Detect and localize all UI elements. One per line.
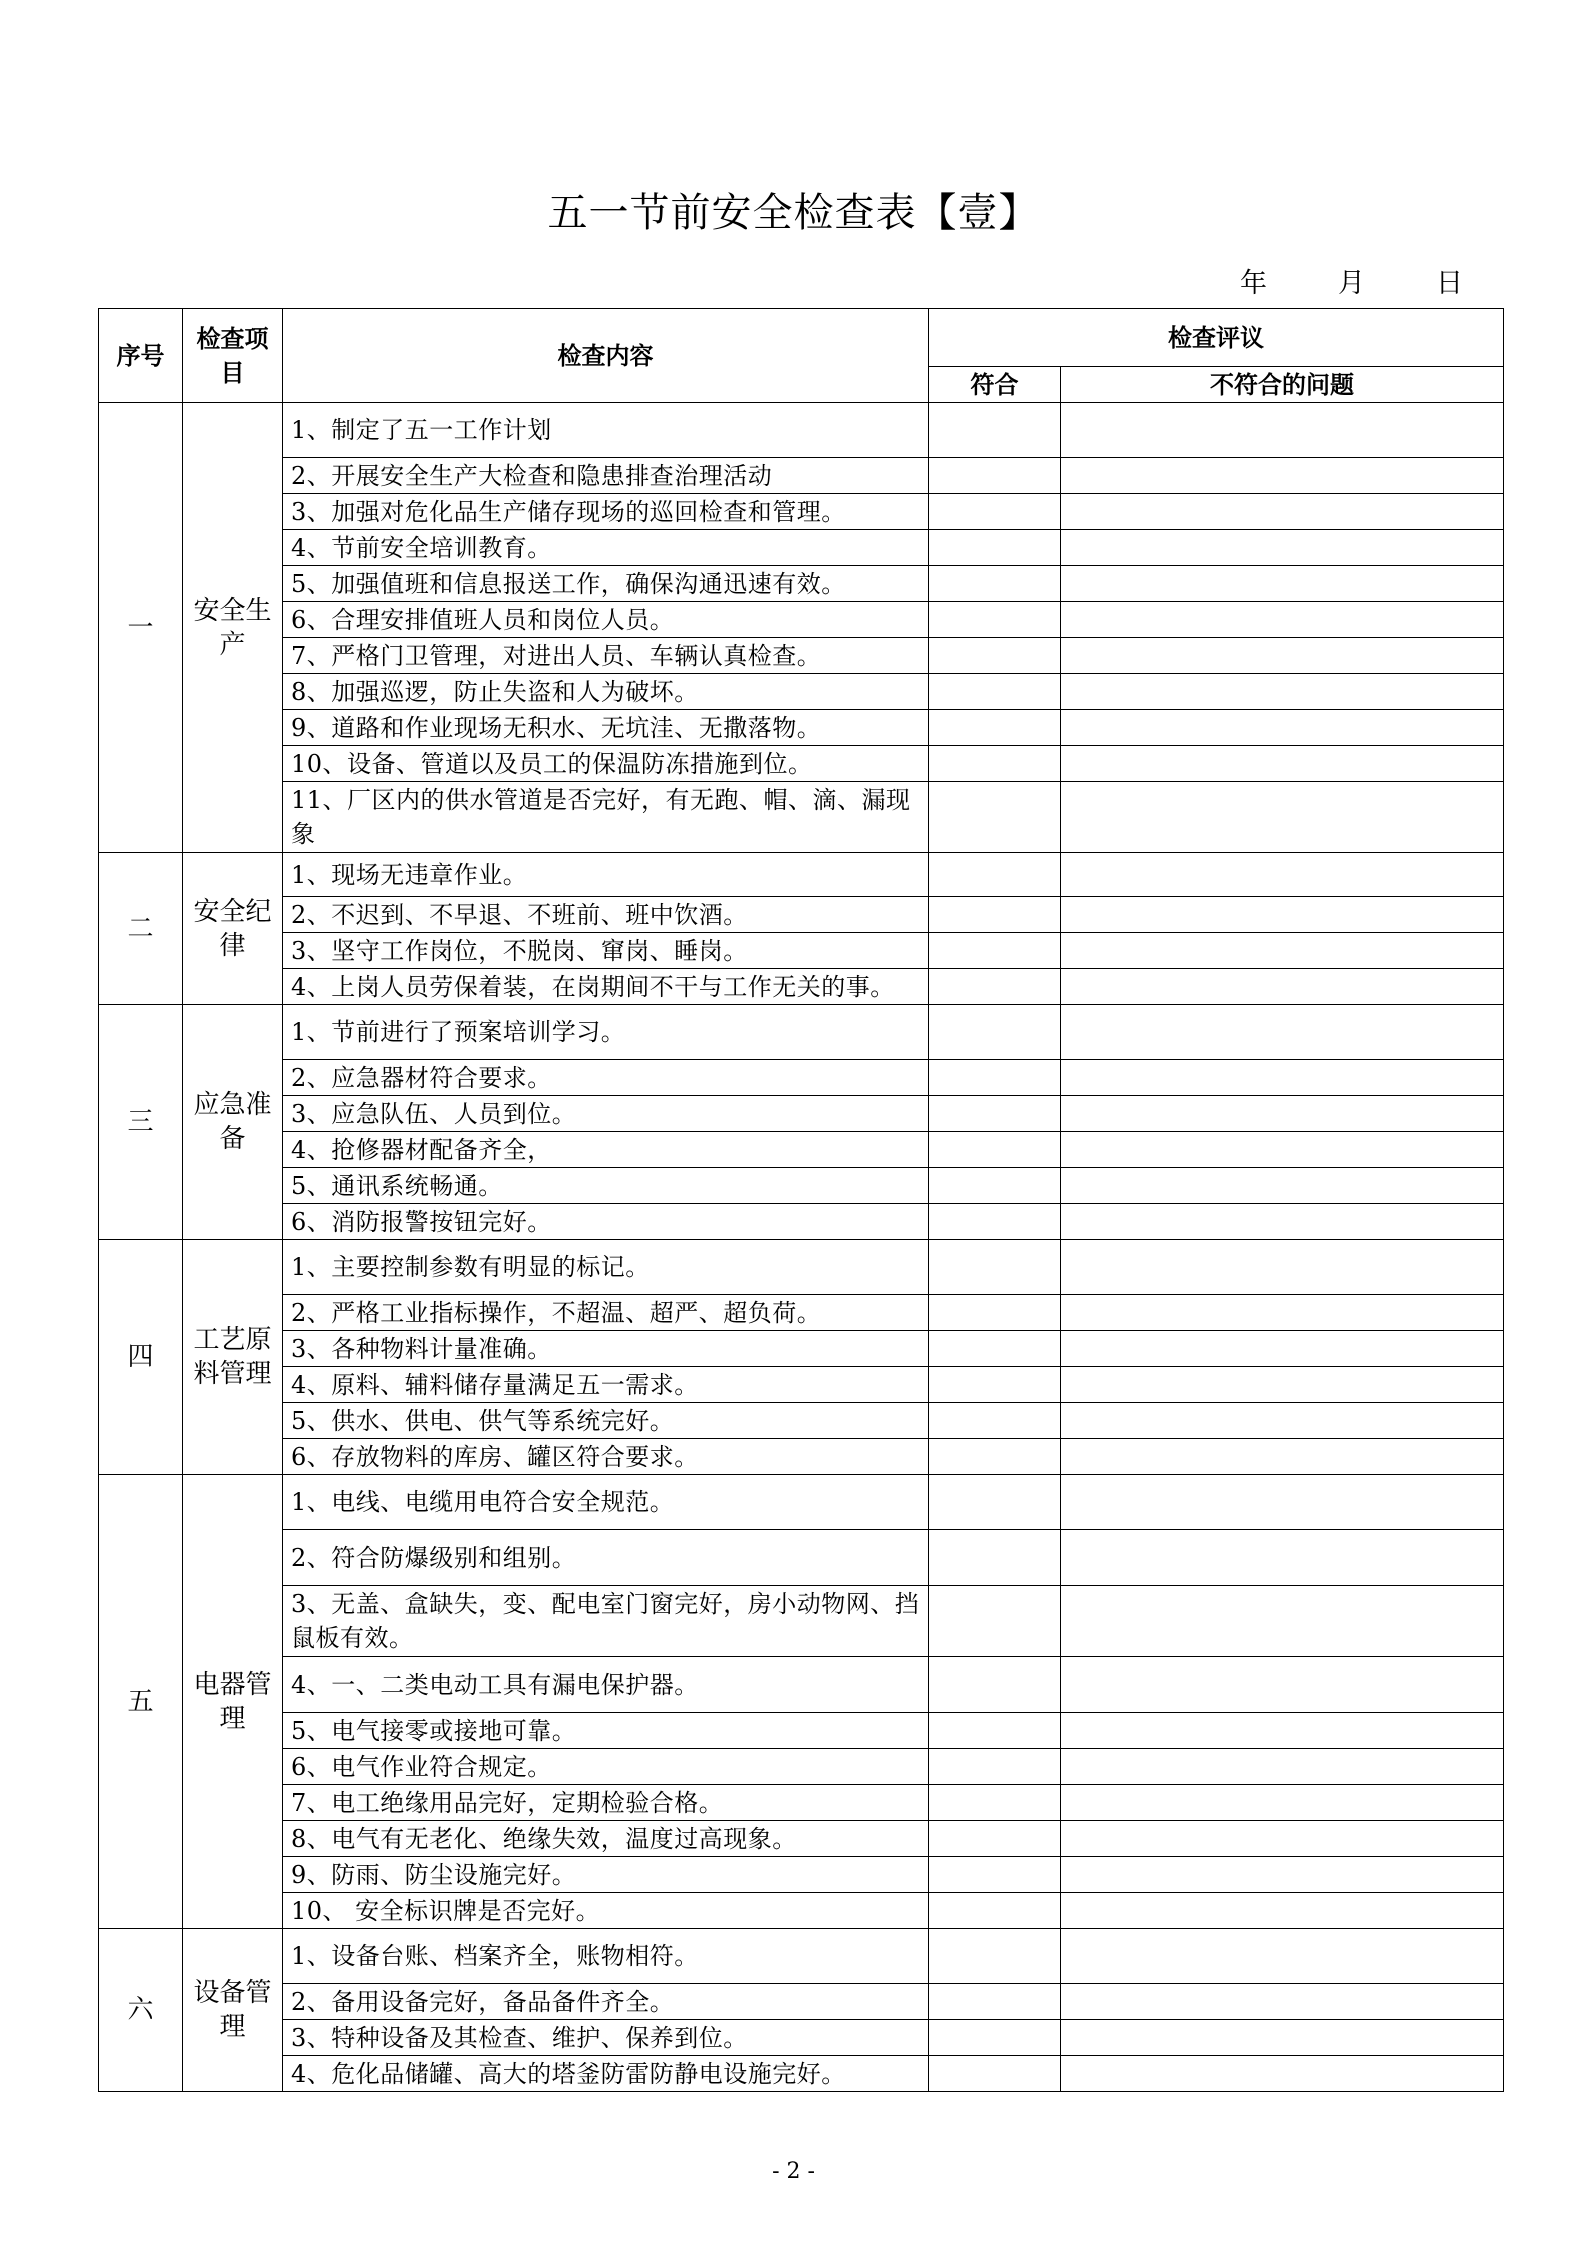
- conform-cell[interactable]: [929, 1657, 1061, 1713]
- issue-cell[interactable]: [1061, 1713, 1504, 1749]
- section-category: 工艺原料管理: [183, 1240, 283, 1475]
- check-item-content: 10、 安全标识牌是否完好。: [283, 1893, 929, 1929]
- table-row: [99, 458, 1504, 494]
- table-row: [99, 1439, 1504, 1475]
- conform-cell[interactable]: [929, 1530, 1061, 1586]
- section-number: 三: [99, 1005, 183, 1240]
- table-row: [99, 1857, 1504, 1893]
- header-item: 检查项目: [183, 309, 283, 403]
- issue-cell[interactable]: [1061, 1929, 1504, 1984]
- check-item-content: 8、加强巡逻，防止失盗和人为破坏。: [283, 674, 929, 710]
- table-row: [99, 782, 1504, 853]
- issue-cell[interactable]: [1061, 1096, 1504, 1132]
- table-row: [99, 1204, 1504, 1240]
- check-item-content: 3、各种物料计量准确。: [283, 1331, 929, 1367]
- issue-cell[interactable]: [1061, 782, 1504, 853]
- table-row: [99, 1240, 1504, 1295]
- check-item-content: 3、应急队伍、人员到位。: [283, 1096, 929, 1132]
- issue-cell[interactable]: [1061, 2020, 1504, 2056]
- section-number: 二: [99, 853, 183, 1005]
- conform-cell[interactable]: [929, 853, 1061, 897]
- page-number: - 2 -: [772, 2159, 815, 2184]
- section-category: 应急准备: [183, 1005, 283, 1240]
- table-row: [99, 602, 1504, 638]
- issue-cell[interactable]: [1061, 1204, 1504, 1240]
- date-year-label: 年: [1240, 268, 1267, 299]
- page-title: 五一节前安全检查表【壹】: [547, 190, 1040, 236]
- issue-cell[interactable]: [1061, 1403, 1504, 1439]
- check-item-content: 3、无盖、盒缺失，变、配电室门窗完好，房小动物网、挡鼠板有效。: [283, 1586, 929, 1657]
- conform-cell[interactable]: [929, 1586, 1061, 1657]
- table-row: [99, 1713, 1504, 1749]
- issue-cell[interactable]: [1061, 1749, 1504, 1785]
- section-category: 电器管理: [183, 1475, 283, 1929]
- conform-cell[interactable]: [929, 1060, 1061, 1096]
- header-content: 检查内容: [283, 309, 929, 403]
- conform-cell[interactable]: [929, 1475, 1061, 1530]
- conform-cell[interactable]: [929, 638, 1061, 674]
- table-row: [99, 1331, 1504, 1367]
- section-number: 五: [99, 1475, 183, 1929]
- conform-cell[interactable]: [929, 1005, 1061, 1060]
- table-row: [99, 897, 1504, 933]
- check-item-content: 2、严格工业指标操作，不超温、超严、超负荷。: [283, 1295, 929, 1331]
- conform-cell[interactable]: [929, 746, 1061, 782]
- issue-cell[interactable]: [1061, 403, 1504, 458]
- table-row: [99, 2056, 1504, 2092]
- table-row: [99, 1295, 1504, 1331]
- table-row: [99, 1785, 1504, 1821]
- issue-cell[interactable]: [1061, 1367, 1504, 1403]
- check-item-content: 9、道路和作业现场无积水、无坑洼、无撒落物。: [283, 710, 929, 746]
- conform-cell[interactable]: [929, 458, 1061, 494]
- section-number: 一: [99, 403, 183, 853]
- issue-cell[interactable]: [1061, 853, 1504, 897]
- date-month-label: 月: [1338, 268, 1365, 299]
- conform-cell[interactable]: [929, 602, 1061, 638]
- issue-cell[interactable]: [1061, 530, 1504, 566]
- check-item-content: 7、严格门卫管理，对进出人员、车辆认真检查。: [283, 638, 929, 674]
- table-row: [99, 1060, 1504, 1096]
- table-row: [99, 2020, 1504, 2056]
- header-no: 序号: [99, 309, 183, 403]
- inspection-table: [98, 308, 1504, 2092]
- issue-cell[interactable]: [1061, 674, 1504, 710]
- check-item-content: 4、节前安全培训教育。: [283, 530, 929, 566]
- conform-cell[interactable]: [929, 1367, 1061, 1403]
- issue-cell[interactable]: [1061, 638, 1504, 674]
- check-item-content: 4、危化品储罐、高大的塔釜防雷防静电设施完好。: [283, 2056, 929, 2092]
- issue-cell[interactable]: [1061, 1984, 1504, 2020]
- conform-cell[interactable]: [929, 1749, 1061, 1785]
- table-row: [99, 530, 1504, 566]
- check-item-content: 5、通讯系统畅通。: [283, 1168, 929, 1204]
- table-row: [99, 566, 1504, 602]
- table-row: [99, 1403, 1504, 1439]
- conform-cell[interactable]: [929, 1240, 1061, 1295]
- issue-cell[interactable]: [1061, 933, 1504, 969]
- conform-cell[interactable]: [929, 1984, 1061, 2020]
- check-item-content: 4、原料、辅料储存量满足五一需求。: [283, 1367, 929, 1403]
- check-item-content: 1、现场无违章作业。: [283, 853, 929, 897]
- conform-cell[interactable]: [929, 1713, 1061, 1749]
- conform-cell[interactable]: [929, 1295, 1061, 1331]
- conform-cell[interactable]: [929, 1439, 1061, 1475]
- conform-cell[interactable]: [929, 494, 1061, 530]
- table-row: [99, 1132, 1504, 1168]
- table-row: [99, 494, 1504, 530]
- issue-cell[interactable]: [1061, 897, 1504, 933]
- check-item-content: 6、消防报警按钮完好。: [283, 1204, 929, 1240]
- date-day-label: 日: [1436, 268, 1463, 299]
- check-item-content: 4、上岗人员劳保着装，在岗期间不干与工作无关的事。: [283, 969, 929, 1005]
- table-row: [99, 1929, 1504, 1984]
- conform-cell[interactable]: [929, 530, 1061, 566]
- issue-cell[interactable]: [1061, 969, 1504, 1005]
- check-item-content: 6、合理安排值班人员和岗位人员。: [283, 602, 929, 638]
- check-item-content: 2、不迟到、不早退、不班前、班中饮酒。: [283, 897, 929, 933]
- conform-cell[interactable]: [929, 1857, 1061, 1893]
- table-row: [99, 1749, 1504, 1785]
- check-item-content: 4、一、二类电动工具有漏电保护器。: [283, 1657, 929, 1713]
- conform-cell[interactable]: [929, 1168, 1061, 1204]
- check-item-content: 11、厂区内的供水管道是否完好，有无跑、帽、滴、漏现象: [283, 782, 929, 853]
- header-evaluation: 检查评议: [929, 309, 1504, 367]
- conform-cell[interactable]: [929, 897, 1061, 933]
- check-item-content: 6、电气作业符合规定。: [283, 1749, 929, 1785]
- table-row: [99, 746, 1504, 782]
- conform-cell[interactable]: [929, 1204, 1061, 1240]
- check-item-content: 4、抢修器材配备齐全，: [283, 1132, 929, 1168]
- header-issues: 不符合的问题: [1061, 367, 1504, 403]
- conform-cell[interactable]: [929, 2020, 1061, 2056]
- conform-cell[interactable]: [929, 969, 1061, 1005]
- conform-cell[interactable]: [929, 1331, 1061, 1367]
- check-item-content: 2、符合防爆级别和组别。: [283, 1530, 929, 1586]
- issue-cell[interactable]: [1061, 1857, 1504, 1893]
- check-item-content: 1、主要控制参数有明显的标记。: [283, 1240, 929, 1295]
- issue-cell[interactable]: [1061, 1893, 1504, 1929]
- table-row: [99, 969, 1504, 1005]
- inspection-table-body: [99, 403, 1504, 2092]
- table-row: [99, 638, 1504, 674]
- table-row: [99, 1984, 1504, 2020]
- conform-cell[interactable]: [929, 2056, 1061, 2092]
- table-row: [99, 1586, 1504, 1657]
- issue-cell[interactable]: [1061, 1785, 1504, 1821]
- issue-cell[interactable]: [1061, 1060, 1504, 1096]
- check-item-content: 7、电工绝缘用品完好，定期检验合格。: [283, 1785, 929, 1821]
- table-row: [99, 1821, 1504, 1857]
- conform-cell[interactable]: [929, 1893, 1061, 1929]
- check-item-content: 1、制定了五一工作计划: [283, 403, 929, 458]
- section-category: 设备管理: [183, 1929, 283, 2092]
- issue-cell[interactable]: [1061, 2056, 1504, 2092]
- table-row: [99, 674, 1504, 710]
- conform-cell[interactable]: [929, 674, 1061, 710]
- issue-cell[interactable]: [1061, 1295, 1504, 1331]
- issue-cell[interactable]: [1061, 1821, 1504, 1857]
- check-item-content: 2、应急器材符合要求。: [283, 1060, 929, 1096]
- conform-cell[interactable]: [929, 782, 1061, 853]
- issue-cell[interactable]: [1061, 1005, 1504, 1060]
- conform-cell[interactable]: [929, 1821, 1061, 1857]
- check-item-content: 2、备用设备完好，备品备件齐全。: [283, 1984, 929, 2020]
- check-item-content: 3、坚守工作岗位，不脱岗、窜岗、睡岗。: [283, 933, 929, 969]
- table-row: [99, 1168, 1504, 1204]
- table-row: [99, 1530, 1504, 1586]
- table-row: [99, 1096, 1504, 1132]
- issue-cell[interactable]: [1061, 1475, 1504, 1530]
- check-item-content: 8、电气有无老化、绝缘失效，温度过高现象。: [283, 1821, 929, 1857]
- section-number: 四: [99, 1240, 183, 1475]
- issue-cell[interactable]: [1061, 1530, 1504, 1586]
- issue-cell[interactable]: [1061, 1168, 1504, 1204]
- check-item-content: 5、供水、供电、供气等系统完好。: [283, 1403, 929, 1439]
- section-category: 安全生产: [183, 403, 283, 853]
- check-item-content: 1、节前进行了预案培训学习。: [283, 1005, 929, 1060]
- issue-cell[interactable]: [1061, 1132, 1504, 1168]
- check-item-content: 5、电气接零或接地可靠。: [283, 1713, 929, 1749]
- table-row: [99, 403, 1504, 458]
- check-item-content: 1、设备台账、档案齐全，账物相符。: [283, 1929, 929, 1984]
- issue-cell[interactable]: [1061, 566, 1504, 602]
- check-item-content: 3、加强对危化品生产储存现场的巡回检查和管理。: [283, 494, 929, 530]
- table-row: [99, 1475, 1504, 1530]
- table-row: [99, 1657, 1504, 1713]
- table-row: [99, 1367, 1504, 1403]
- check-item-content: 10、设备、管道以及员工的保温防冻措施到位。: [283, 746, 929, 782]
- issue-cell[interactable]: [1061, 1240, 1504, 1295]
- issue-cell[interactable]: [1061, 1657, 1504, 1713]
- issue-cell[interactable]: [1061, 1439, 1504, 1475]
- conform-cell[interactable]: [929, 403, 1061, 458]
- conform-cell[interactable]: [929, 1403, 1061, 1439]
- header-conform: 符合: [929, 367, 1061, 403]
- table-row: [99, 853, 1504, 897]
- conform-cell[interactable]: [929, 1096, 1061, 1132]
- section-category: 安全纪律: [183, 853, 283, 1005]
- check-item-content: 9、防雨、防尘设施完好。: [283, 1857, 929, 1893]
- check-item-content: 1、电线、电缆用电符合安全规范。: [283, 1475, 929, 1530]
- issue-cell[interactable]: [1061, 602, 1504, 638]
- issue-cell[interactable]: [1061, 746, 1504, 782]
- table-row: [99, 710, 1504, 746]
- check-item-content: 5、加强值班和信息报送工作，确保沟通迅速有效。: [283, 566, 929, 602]
- issue-cell[interactable]: [1061, 1586, 1504, 1657]
- check-item-content: 6、存放物料的库房、罐区符合要求。: [283, 1439, 929, 1475]
- issue-cell[interactable]: [1061, 494, 1504, 530]
- conform-cell[interactable]: [929, 710, 1061, 746]
- conform-cell[interactable]: [929, 1785, 1061, 1821]
- issue-cell[interactable]: [1061, 1331, 1504, 1367]
- conform-cell[interactable]: [929, 1132, 1061, 1168]
- table-row: [99, 933, 1504, 969]
- check-item-content: 3、特种设备及其检查、维护、保养到位。: [283, 2020, 929, 2056]
- table-row: [99, 1893, 1504, 1929]
- table-row: [99, 1005, 1504, 1060]
- issue-cell[interactable]: [1061, 458, 1504, 494]
- conform-cell[interactable]: [929, 933, 1061, 969]
- section-number: 六: [99, 1929, 183, 2092]
- conform-cell[interactable]: [929, 566, 1061, 602]
- conform-cell[interactable]: [929, 1929, 1061, 1984]
- check-item-content: 2、开展安全生产大检查和隐患排查治理活动: [283, 458, 929, 494]
- issue-cell[interactable]: [1061, 710, 1504, 746]
